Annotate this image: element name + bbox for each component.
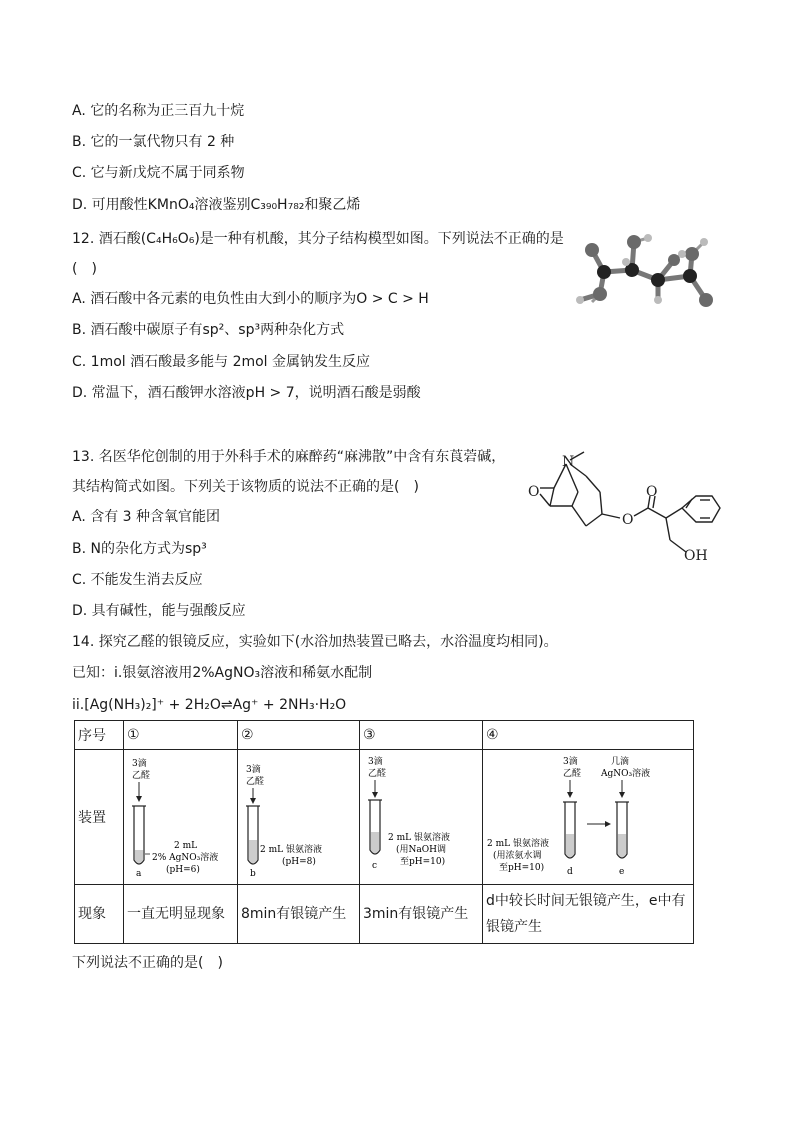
header-exp-3: ③: [360, 721, 483, 750]
header-exp-2: ②: [238, 721, 360, 750]
q12-option-c: C. 1mol 酒石酸最多能与 2mol 金属钠发生反应: [72, 354, 371, 370]
svg-text:2% AgNO₃溶液: 2% AgNO₃溶液: [152, 853, 219, 863]
table-observation-row: [75, 885, 694, 944]
svg-text:3滴: 3滴: [246, 765, 261, 775]
tartaric-acid-model: [566, 228, 726, 312]
table-apparatus-row: [75, 750, 694, 885]
header-seq: 序号: [75, 721, 124, 750]
svg-text:2 mL: 2 mL: [174, 841, 198, 851]
q14-stem: 14. 探究乙醛的银镜反应，实验如下(水浴加热装置已略去，水浴温度均相同)。: [72, 634, 558, 650]
q14-known-ii: ii.[Ag(NH₃)₂]⁺ + 2H₂O⇌Ag⁺ + 2NH₃·H₂O: [72, 697, 347, 713]
scopolamine-nitrogen-label: N: [562, 454, 575, 470]
q13-option-c: C. 不能发生消去反应: [72, 572, 203, 588]
svg-text:3滴: 3滴: [132, 759, 147, 769]
q11-option-b: B. 它的一氯代物只有 2 种: [72, 134, 235, 150]
header-exp-1: ①: [124, 721, 238, 750]
q14-tail: 下列说法不正确的是( ): [72, 955, 223, 971]
table-header-row: [75, 721, 694, 750]
svg-text:(用NaOH调: (用NaOH调: [396, 845, 446, 855]
observation-1: 一直无明显现象: [124, 885, 238, 944]
svg-text:2 mL 银氨溶液: 2 mL 银氨溶液: [260, 845, 322, 855]
svg-text:d: d: [567, 867, 573, 877]
observation-3: 3min有银镜产生: [360, 885, 483, 944]
apparatus-2: [238, 750, 360, 885]
svg-text:3滴: 3滴: [563, 757, 578, 767]
q12-answer-paren: ( ): [72, 261, 97, 277]
svg-text:乙醛: 乙醛: [563, 769, 582, 779]
q11-option-a: A. 它的名称为正三百九十烷: [72, 103, 245, 119]
apparatus-3: [360, 750, 483, 885]
observation-4-line2: 银镜产生: [486, 919, 542, 935]
q13-option-d: D. 具有碱性，能与强酸反应: [72, 603, 246, 619]
q12-stem: 12. 酒石酸(C₄H₆O₆)是一种有机酸，其分子结构模型如图。下列说法不正确的是: [72, 231, 564, 247]
svg-text:至pH=10): 至pH=10): [499, 863, 545, 873]
scopolamine-epoxide-o-label: O: [528, 484, 540, 500]
svg-text:c: c: [372, 861, 378, 871]
q11-option-c: C. 它与新戊烷不属于同系物: [72, 165, 245, 181]
svg-text:(用浓氨水调: (用浓氨水调: [493, 851, 542, 861]
svg-text:2 mL 银氨溶液: 2 mL 银氨溶液: [487, 839, 549, 849]
header-exp-4: ④: [483, 721, 694, 750]
scopolamine-carbonyl-o-label: O: [646, 484, 658, 500]
apparatus-4: [483, 750, 694, 885]
svg-text:至pH=10): 至pH=10): [400, 857, 446, 867]
scopolamine-hydroxyl-label: OH: [684, 548, 708, 564]
svg-text:乙醛: 乙醛: [368, 769, 387, 779]
svg-text:3滴: 3滴: [368, 757, 383, 767]
observation-4: [483, 885, 694, 944]
apparatus-3-drawing: [360, 750, 482, 884]
q12-option-d: D. 常温下，酒石酸钾水溶液pH > 7，说明酒石酸是弱酸: [72, 385, 421, 401]
scopolamine-structure: [520, 440, 730, 570]
observation-label: 现象: [75, 885, 124, 944]
q12-option-a: A. 酒石酸中各元素的电负性由大到小的顺序为O > C > H: [72, 291, 429, 307]
observation-2: 8min有银镜产生: [238, 885, 360, 944]
apparatus-label: 装置: [75, 750, 124, 885]
svg-text:乙醛: 乙醛: [246, 777, 265, 787]
q13-option-b: B. N的杂化方式为sp³: [72, 541, 207, 557]
q11-option-d: D. 可用酸性KMnO₄溶液鉴别C₃₉₀H₇₈₂和聚乙烯: [72, 197, 361, 213]
apparatus-1: [124, 750, 238, 885]
apparatus-1-drawing: [124, 750, 237, 884]
observation-4-line1: d中较长时间无银镜产生，e中有: [486, 893, 686, 909]
svg-text:(pH=6): (pH=6): [166, 865, 200, 875]
q13-stem-line2: 其结构简式如图。下列关于该物质的说法不正确的是( ): [72, 479, 419, 495]
apparatus-4-drawing: [483, 750, 693, 884]
svg-text:e: e: [619, 867, 625, 877]
svg-text:a: a: [136, 869, 142, 879]
scopolamine-ester-o-label: O: [622, 512, 634, 528]
svg-text:乙醛: 乙醛: [132, 771, 151, 781]
svg-text:b: b: [250, 869, 256, 879]
svg-text:2 mL 银氨溶液: 2 mL 银氨溶液: [388, 833, 450, 843]
q12-option-b: B. 酒石酸中碳原子有sp²、sp³两种杂化方式: [72, 322, 345, 338]
svg-text:AgNO₃溶液: AgNO₃溶液: [601, 769, 651, 779]
svg-text:几滴: 几滴: [611, 757, 630, 767]
q13-stem-line1: 13. 名医华佗创制的用于外科手术的麻醉药“麻沸散”中含有东莨菪碱，: [72, 449, 506, 465]
svg-text:(pH=8): (pH=8): [282, 857, 316, 867]
apparatus-2-drawing: [238, 750, 359, 884]
experiment-table: [74, 720, 694, 944]
q13-option-a: A. 含有 3 种含氧官能团: [72, 509, 221, 525]
q14-known-i: 已知：i.银氨溶液用2%AgNO₃溶液和稀氨水配制: [72, 665, 373, 681]
